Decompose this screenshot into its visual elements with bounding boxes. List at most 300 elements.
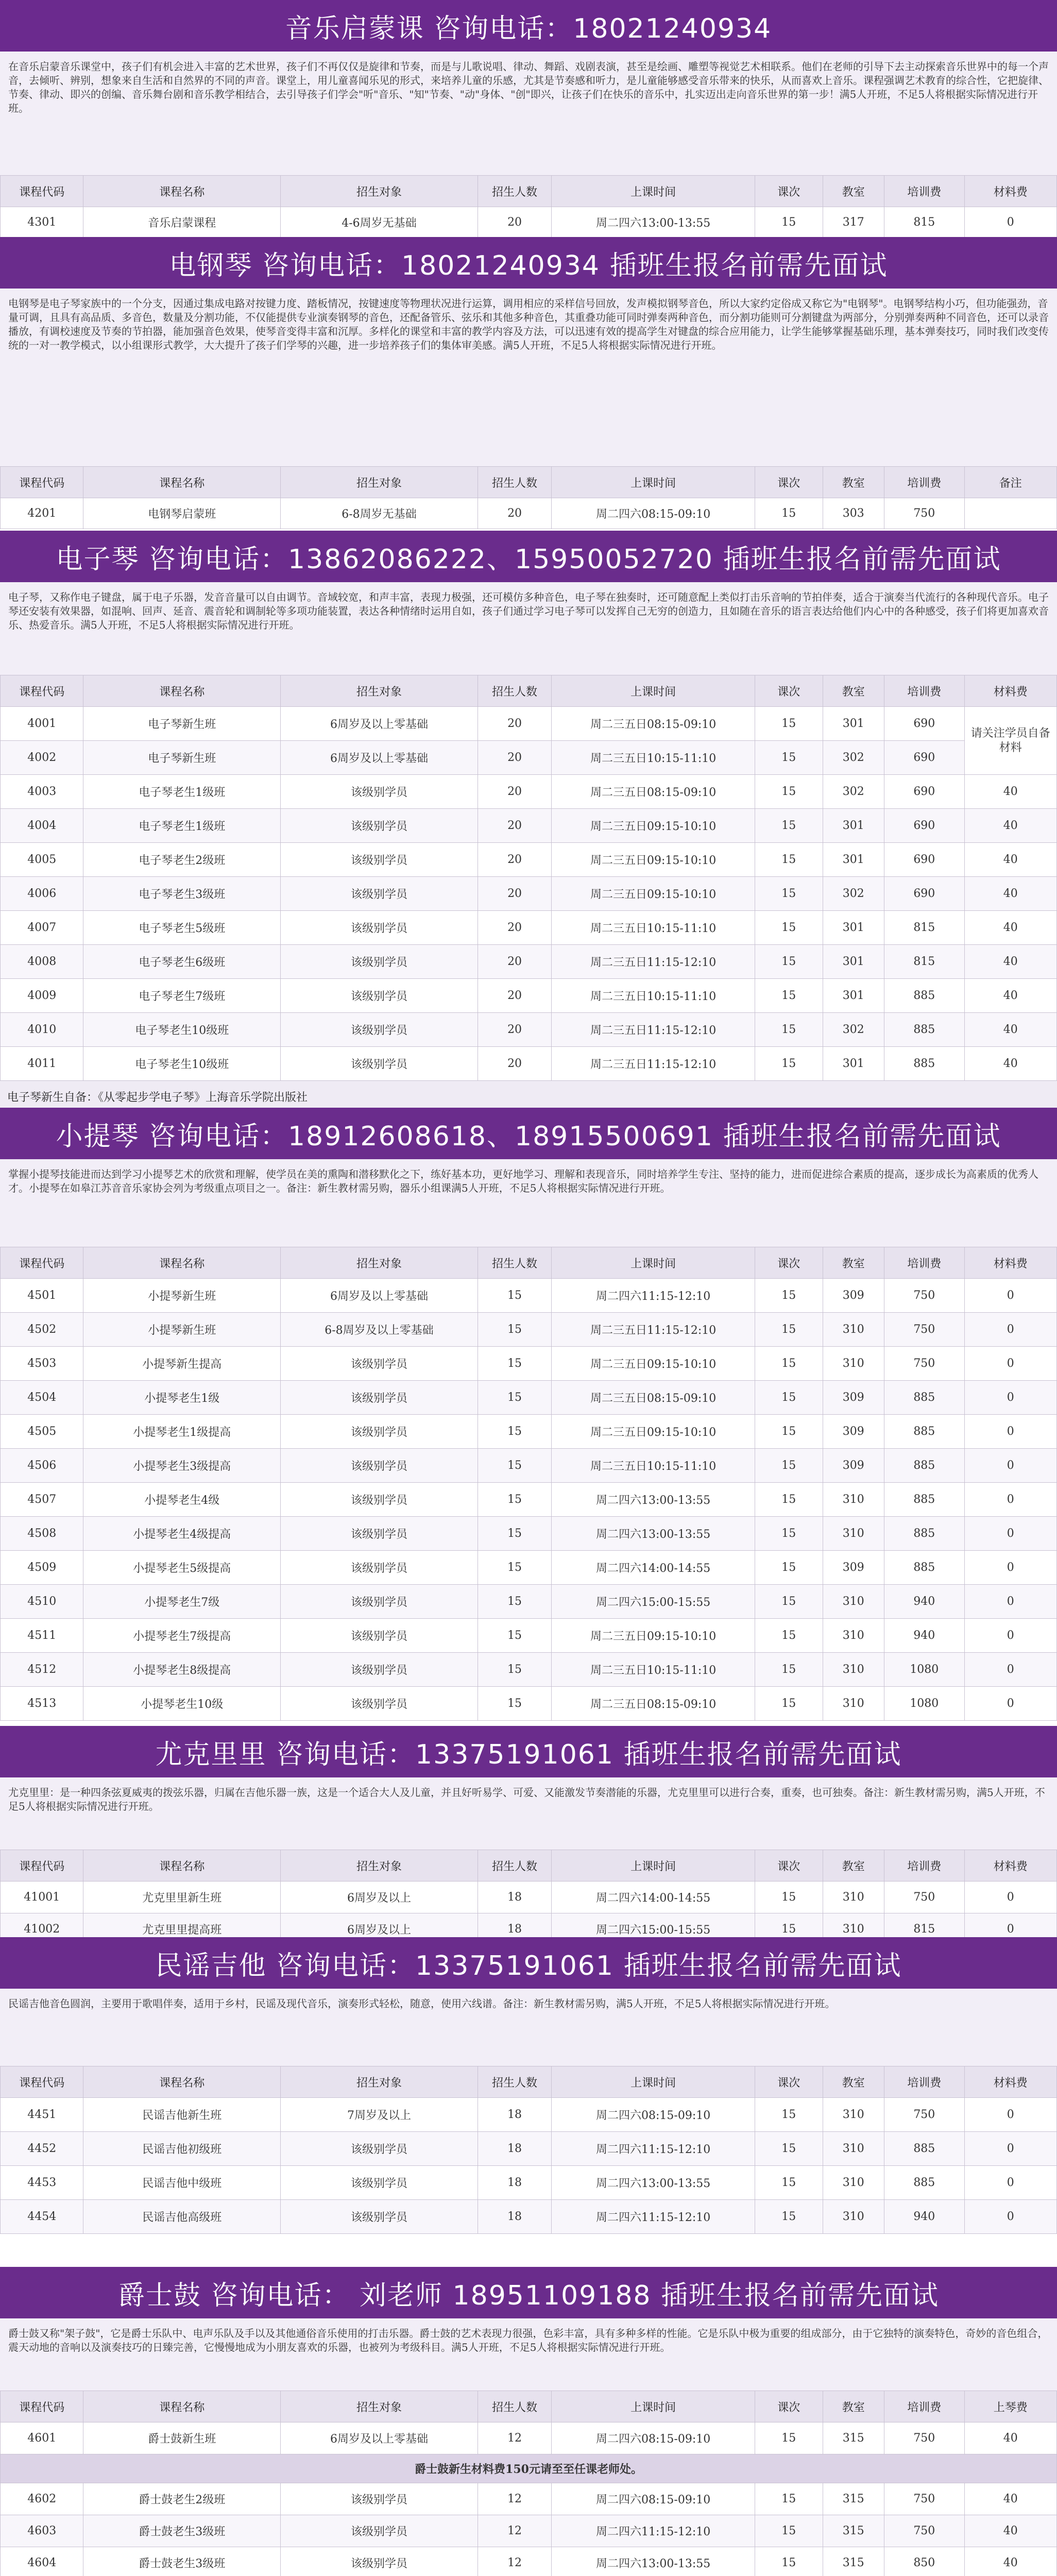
table-cell: 15 (755, 1913, 823, 1945)
table-cell: 0 (964, 207, 1056, 238)
table-cell: 4301 (1, 207, 83, 238)
table-cell: 周二三五日11:15-12:10 (552, 1313, 755, 1347)
table-cell: 周二四六13:00-13:55 (552, 2166, 755, 2200)
table-cell: 15 (755, 809, 823, 843)
table-cell: 690 (884, 775, 964, 809)
table-cell: 310 (823, 1347, 884, 1381)
table-cell: 12 (478, 2515, 552, 2547)
table-cell: 301 (823, 809, 884, 843)
table-cell: 15 (755, 207, 823, 238)
table-cell: 690 (884, 809, 964, 843)
table-cell: 15 (755, 1047, 823, 1081)
table-cell: 301 (823, 707, 884, 741)
table-row (1, 1381, 1057, 1415)
table-cell: 40 (964, 2422, 1056, 2454)
table-cell: 12 (478, 2547, 552, 2576)
table-cell: 0 (964, 1653, 1056, 1687)
table-cell: 750 (884, 498, 964, 529)
table-cell: 15 (755, 775, 823, 809)
table-cell: 15 (755, 1381, 823, 1415)
table-row (1, 2483, 1057, 2515)
table-cell: 40 (964, 979, 1056, 1013)
section-violin (0, 1108, 1057, 1721)
table-row (1, 207, 1057, 238)
table-cell: 周二四六14:00-14:55 (552, 1882, 755, 1913)
table-row (1, 1415, 1057, 1449)
table-cell: 6周岁及以上 (281, 1882, 478, 1913)
table-cell: 尤克里里新生班 (83, 1882, 281, 1913)
column-header: 上课时间 (552, 176, 755, 207)
table-cell: 885 (884, 1047, 964, 1081)
table-cell: 15 (755, 707, 823, 741)
table-cell: 885 (884, 1381, 964, 1415)
table-cell: 15 (478, 1653, 552, 1687)
table-cell: 310 (823, 1653, 884, 1687)
table-cell: 该级别学员 (281, 1381, 478, 1415)
table-row (1, 1551, 1057, 1585)
table-cell: 309 (823, 1279, 884, 1313)
table-cell: 885 (884, 1013, 964, 1047)
table-cell: 周二四六13:00-13:55 (552, 1483, 755, 1517)
section-enlightenment (0, 0, 1057, 238)
table-row (1, 741, 1057, 775)
column-header: 教室 (823, 2391, 884, 2422)
table-cell: 750 (884, 2422, 964, 2454)
column-header: 招生对象 (281, 467, 478, 498)
table-cell: 4510 (1, 1585, 83, 1619)
table-cell: 该级别学员 (281, 1687, 478, 1721)
column-header: 招生对象 (281, 2066, 478, 2098)
table-row (1, 2200, 1057, 2234)
table-cell: 4005 (1, 843, 83, 877)
table-row (1, 707, 1057, 741)
table-cell: 40 (964, 2515, 1056, 2547)
column-header: 上课时间 (552, 1247, 755, 1279)
table-row (1, 1517, 1057, 1551)
table-cell: 15 (755, 1013, 823, 1047)
table-cell: 940 (884, 2200, 964, 2234)
table-cell: 电子琴老生3级班 (83, 877, 281, 911)
table-cell: 4507 (1, 1483, 83, 1517)
table-cell: 4009 (1, 979, 83, 1013)
column-header: 招生人数 (478, 467, 552, 498)
table-cell: 周二四六08:15-09:10 (552, 2422, 755, 2454)
table-cell: 40 (964, 911, 1056, 945)
material-note: 请关注学员自备材料 (964, 707, 1056, 775)
course-table (0, 1850, 1057, 1945)
column-header: 课程名称 (83, 1247, 281, 1279)
column-header: 招生对象 (281, 675, 478, 707)
table-cell: 周二三五日10:15-11:10 (552, 1653, 755, 1687)
column-header: 备注 (964, 467, 1056, 498)
table-cell: 小提琴老生10级 (83, 1687, 281, 1721)
table-cell: 4001 (1, 707, 83, 741)
table-cell: 0 (964, 1585, 1056, 1619)
table-cell: 15 (755, 1551, 823, 1585)
table-cell: 周二三五日10:15-11:10 (552, 911, 755, 945)
table-cell: 15 (755, 843, 823, 877)
column-header: 材料费 (964, 1247, 1056, 1279)
table-cell: 小提琴老生7级 (83, 1585, 281, 1619)
table-cell: 周二三五日11:15-12:10 (552, 1013, 755, 1047)
section-title: 电子琴 咨询电话：13862086222、15950052720 插班生报名前需先面试 (0, 531, 1057, 582)
column-header: 课程名称 (83, 2066, 281, 2098)
column-header: 课程名称 (83, 1850, 281, 1882)
table-row (1, 1449, 1057, 1483)
table-cell: 309 (823, 1551, 884, 1585)
column-header: 教室 (823, 467, 884, 498)
table-cell: 40 (964, 877, 1056, 911)
column-header: 课次 (755, 176, 823, 207)
table-cell: 40 (964, 775, 1056, 809)
table-cell: 该级别学员 (281, 1517, 478, 1551)
table-row (1, 877, 1057, 911)
table-cell: 301 (823, 979, 884, 1013)
column-header: 课程代码 (1, 675, 83, 707)
table-cell: 周二四六13:00-13:55 (552, 1517, 755, 1551)
column-header: 招生人数 (478, 1850, 552, 1882)
table-cell: 315 (823, 2422, 884, 2454)
table-cell: 310 (823, 2132, 884, 2166)
table-cell: 315 (823, 2515, 884, 2547)
table-cell: 小提琴老生4级提高 (83, 1517, 281, 1551)
table-cell: 15 (755, 1619, 823, 1653)
table-cell: 小提琴新生班 (83, 1313, 281, 1347)
table-cell: 0 (964, 1882, 1056, 1913)
table-cell: 民谣吉他中级班 (83, 2166, 281, 2200)
table-cell: 15 (755, 1687, 823, 1721)
table-row (1, 1047, 1057, 1081)
table-cell: 885 (884, 2132, 964, 2166)
table-cell: 815 (884, 911, 964, 945)
table-cell: 302 (823, 775, 884, 809)
table-cell: 15 (755, 877, 823, 911)
table-cell: 4504 (1, 1381, 83, 1415)
column-header: 教室 (823, 675, 884, 707)
table-cell: 309 (823, 1381, 884, 1415)
table-cell: 该级别学员 (281, 877, 478, 911)
table-cell: 4-6周岁无基础 (281, 207, 478, 238)
column-header: 课程名称 (83, 2391, 281, 2422)
table-cell: 302 (823, 1013, 884, 1047)
banner-text: 爵士鼓新生材料费150元请至至任课老师处。 (1, 2454, 1057, 2483)
table-header-row (1, 1850, 1057, 1882)
table-cell: 4502 (1, 1313, 83, 1347)
table-cell: 315 (823, 2547, 884, 2576)
table-cell: 0 (964, 1551, 1056, 1585)
table-row (1, 1619, 1057, 1653)
table-cell: 15 (478, 1517, 552, 1551)
column-header: 上课时间 (552, 675, 755, 707)
section-title: 电钢琴 咨询电话：18021240934 插班生报名前需先面试 (0, 237, 1057, 289)
course-table (0, 466, 1057, 529)
table-cell: 周二四六13:00-13:55 (552, 2547, 755, 2576)
table-cell: 周二三五日09:15-10:10 (552, 809, 755, 843)
table-cell: 该级别学员 (281, 979, 478, 1013)
section-electric-piano (0, 237, 1057, 529)
table-cell: 0 (964, 1517, 1056, 1551)
table-cell: 18 (478, 1913, 552, 1945)
table-cell: 317 (823, 207, 884, 238)
table-cell: 15 (478, 1551, 552, 1585)
table-cell: 885 (884, 2166, 964, 2200)
table-cell: 309 (823, 1449, 884, 1483)
table-cell: 690 (884, 707, 964, 741)
table-cell: 750 (884, 1279, 964, 1313)
table-cell: 690 (884, 741, 964, 775)
table-cell: 41002 (1, 1913, 83, 1945)
column-header: 教室 (823, 1247, 884, 1279)
table-row (1, 1313, 1057, 1347)
section-title: 小提琴 咨询电话：18912608618、18915500691 插班生报名前需先面试 (0, 1108, 1057, 1159)
table-cell: 940 (884, 1585, 964, 1619)
table-cell: 310 (823, 1585, 884, 1619)
column-header: 招生人数 (478, 2391, 552, 2422)
table-cell: 15 (755, 1449, 823, 1483)
table-row (1, 1882, 1057, 1913)
table-cell: 302 (823, 741, 884, 775)
table-cell: 电子琴老生2级班 (83, 843, 281, 877)
column-header: 培训费 (884, 2066, 964, 2098)
table-cell: 15 (755, 1279, 823, 1313)
section-intro: 掌握小提琴技能进而达到学习小提琴艺术的欣赏和理解，使学员在美的熏陶和潜移默化之下，练好基本功，更好地学习、理解和表现音乐，同时培养学生专注、坚持的能力，进而促进综合素质的提高，逐步成长为高素质的优秀人才。小提琴在如皋江苏音音乐家协会列为考级重点项目之一。备注：新生教材需另购，器乐小组课满5人开班，不足5人将根据实际情况进行开班。 (0, 1159, 1057, 1247)
table-cell: 690 (884, 877, 964, 911)
table-cell: 周二三五日09:15-10:10 (552, 1619, 755, 1653)
table-cell: 310 (823, 2098, 884, 2132)
table-cell: 815 (884, 945, 964, 979)
table-cell: 850 (884, 2547, 964, 2576)
table-cell: 40 (964, 809, 1056, 843)
table-cell: 15 (755, 1415, 823, 1449)
table-cell: 15 (478, 1619, 552, 1653)
table-cell: 7周岁及以上 (281, 2098, 478, 2132)
column-header: 招生对象 (281, 176, 478, 207)
table-header-row (1, 1247, 1057, 1279)
table-cell: 6周岁及以上零基础 (281, 741, 478, 775)
table-cell: 301 (823, 843, 884, 877)
column-header: 课程名称 (83, 176, 281, 207)
column-header: 培训费 (884, 675, 964, 707)
table-row (1, 911, 1057, 945)
table-cell: 750 (884, 2483, 964, 2515)
table-cell: 6周岁及以上零基础 (281, 2422, 478, 2454)
table-row (1, 498, 1057, 529)
table-cell: 15 (478, 1687, 552, 1721)
table-cell: 18 (478, 2200, 552, 2234)
table-cell: 750 (884, 1347, 964, 1381)
table-cell: 6-8周岁无基础 (281, 498, 478, 529)
table-cell: 电子琴老生10级班 (83, 1047, 281, 1081)
table-cell: 15 (478, 1313, 552, 1347)
table-cell: 309 (823, 1415, 884, 1449)
table-row (1, 2547, 1057, 2576)
table-cell: 15 (755, 911, 823, 945)
table-header-row (1, 675, 1057, 707)
table-header-row (1, 467, 1057, 498)
table-cell: 6周岁及以上零基础 (281, 1279, 478, 1313)
table-cell: 该级别学员 (281, 911, 478, 945)
table-cell: 20 (478, 707, 552, 741)
table-cell: 6周岁及以上零基础 (281, 707, 478, 741)
table-row (1, 775, 1057, 809)
section-intro: 民谣吉他音色圆润，主要用于歌唱伴奏，适用于乡村，民谣及现代音乐，演奏形式轻松，随意，使用六线谱。备注：新生教材需另购，满5人开班，不足5人将根据实际情况进行开班。 (0, 1989, 1057, 2066)
table-cell: 电子琴老生1级班 (83, 809, 281, 843)
table-cell: 该级别学员 (281, 1551, 478, 1585)
table-cell: 4201 (1, 498, 83, 529)
table-cell: 1080 (884, 1653, 964, 1687)
keyboard-material-note: 电子琴新生自备：《从零起步学电子琴》上海音乐学院出版社 (0, 1081, 1057, 1112)
column-header: 材料费 (964, 675, 1056, 707)
table-cell: 20 (478, 843, 552, 877)
table-cell: 电子琴老生7级班 (83, 979, 281, 1013)
section-title: 爵士鼓 咨询电话： 刘老师 18951109188 插班生报名前需先面试 (0, 2267, 1057, 2318)
column-header: 课程代码 (1, 1247, 83, 1279)
table-cell: 20 (478, 979, 552, 1013)
table-cell: 该级别学员 (281, 2132, 478, 2166)
column-header: 上琴费 (964, 2391, 1056, 2422)
table-cell: 周二三五日09:15-10:10 (552, 1415, 755, 1449)
table-cell: 周二三五日11:15-12:10 (552, 945, 755, 979)
table-cell: 40 (964, 843, 1056, 877)
table-cell: 0 (964, 1483, 1056, 1517)
table-cell: 周二三五日10:15-11:10 (552, 979, 755, 1013)
table-cell: 4503 (1, 1347, 83, 1381)
table-cell: 该级别学员 (281, 809, 478, 843)
table-cell: 该级别学员 (281, 775, 478, 809)
table-cell: 815 (884, 207, 964, 238)
table-cell: 310 (823, 1517, 884, 1551)
table-cell: 小提琴新生提高 (83, 1347, 281, 1381)
column-header: 课程代码 (1, 467, 83, 498)
table-cell: 4508 (1, 1517, 83, 1551)
table-cell: 4006 (1, 877, 83, 911)
table-cell: 4008 (1, 945, 83, 979)
table-cell: 爵士鼓老生3级班 (83, 2515, 281, 2547)
table-cell: 18 (478, 1882, 552, 1913)
table-cell: 该级别学员 (281, 945, 478, 979)
table-cell: 0 (964, 1279, 1056, 1313)
table-cell: 40 (964, 1047, 1056, 1081)
column-header: 课程名称 (83, 675, 281, 707)
table-row (1, 2166, 1057, 2200)
table-cell: 6周岁及以上 (281, 1913, 478, 1945)
table-cell: 周二三五日09:15-10:10 (552, 1347, 755, 1381)
table-cell: 18 (478, 2166, 552, 2200)
table-cell: 885 (884, 1483, 964, 1517)
table-cell: 1080 (884, 1687, 964, 1721)
column-header: 课次 (755, 467, 823, 498)
table-cell: 0 (964, 2132, 1056, 2166)
table-cell: 15 (755, 1347, 823, 1381)
table-cell: 15 (755, 2132, 823, 2166)
table-cell: 周二三五日10:15-11:10 (552, 741, 755, 775)
column-header: 培训费 (884, 176, 964, 207)
table-cell: 15 (478, 1585, 552, 1619)
table-cell: 该级别学员 (281, 843, 478, 877)
course-table (0, 175, 1057, 238)
table-cell: 4501 (1, 1279, 83, 1313)
table-cell: 爵士鼓老生3级班 (83, 2547, 281, 2576)
table-row (1, 1483, 1057, 1517)
table-cell: 电钢琴启蒙班 (83, 498, 281, 529)
table-cell: 15 (755, 2200, 823, 2234)
table-cell: 6-8周岁及以上零基础 (281, 1313, 478, 1347)
section-intro: 爵士鼓又称"架子鼓"，它是爵士乐队中、电声乐队及手以及其他通俗音乐使用的打击乐器。爵士鼓的艺术表现力很强，色彩丰富，具有多种多样的性能。它是乐队中极为重要的组成部分，由于它独特的演奏特色，奇妙的音色组合，震天动地的音响以及演奏技巧的日臻完善，它慢慢地成为小朋友喜欢的乐器，也被列为考级科目。满5人开班，不足5人将根据实际情况进行开班。 (0, 2318, 1057, 2391)
table-cell: 310 (823, 1483, 884, 1517)
table-row (1, 809, 1057, 843)
column-header: 培训费 (884, 2391, 964, 2422)
section-intro: 电钢琴是电子琴家族中的一个分支，因通过集成电路对按键力度、踏板情况，按键速度等物理状况进行运算，调用相应的采样信号回放，发声模拟钢琴音色，所以大家约定俗成又称它为"电钢琴"。电钢琴结构小巧，但功能强劲，音量可调，且具有高品质、多音色，数量及分割功能，不仅能提供专业演奏钢琴的音色，还配备管乐、弦乐和其他多种音色，其重叠功能可同时弹奏两种音色，而分割功能则可分割键盘为两部分，分别弹奏两种不同音色，还可以录音播放，有调校速度及节奏的节拍器，能加强音色效果，使琴音变得丰富和沉厚。多样化的课堂和丰富的教学内容及方法，可以迅速有效的提高学生对键盘的综合应用能力，让学生能够掌握基础乐理，基本弹奏技巧，同时我们改变传统的一对一教学模式，以小组课形式教学，大大提升了孩子们学琴的兴趣，进一步培养孩子们的集体审美感。满5人开班，不足5人将根据实际情况进行开班。 (0, 289, 1057, 466)
table-row (1, 1013, 1057, 1047)
table-cell: 4511 (1, 1619, 83, 1653)
table-row (1, 1279, 1057, 1313)
table-cell: 750 (884, 1882, 964, 1913)
table-cell: 15 (755, 979, 823, 1013)
table-cell: 4604 (1, 2547, 83, 2576)
table-cell: 民谣吉他新生班 (83, 2098, 281, 2132)
table-cell: 15 (755, 741, 823, 775)
table-cell: 周二三五日09:15-10:10 (552, 877, 755, 911)
table-cell: 303 (823, 498, 884, 529)
table-cell: 15 (755, 1483, 823, 1517)
section-keyboard (0, 531, 1057, 1112)
table-cell: 尤克里里提高班 (83, 1913, 281, 1945)
table-cell: 4509 (1, 1551, 83, 1585)
column-header: 培训费 (884, 1850, 964, 1882)
table-row (1, 1653, 1057, 1687)
table-cell: 周二四六15:00-15:55 (552, 1585, 755, 1619)
table-cell: 该级别学员 (281, 1347, 478, 1381)
column-header: 培训费 (884, 467, 964, 498)
column-header: 培训费 (884, 1247, 964, 1279)
column-header: 上课时间 (552, 467, 755, 498)
table-cell: 电子琴老生10级班 (83, 1013, 281, 1047)
table-cell: 该级别学员 (281, 1013, 478, 1047)
table-cell: 4010 (1, 1013, 83, 1047)
column-header: 课次 (755, 1247, 823, 1279)
table-cell: 音乐启蒙课程 (83, 207, 281, 238)
column-header: 课次 (755, 675, 823, 707)
table-cell: 周二四六08:15-09:10 (552, 2483, 755, 2515)
column-header: 招生人数 (478, 2066, 552, 2098)
table-cell: 302 (823, 877, 884, 911)
course-table (0, 2391, 1057, 2576)
table-cell: 电子琴老生5级班 (83, 911, 281, 945)
table-cell: 0 (964, 2166, 1056, 2200)
section-intro: 尤克里里：是一种四条弦夏威夷的拨弦乐器，归属在吉他乐器一族，这是一个适合大人及儿童，并且好听易学、可爱、又能激发节奏潜能的乐器，尤克里里可以进行合奏，重奏，也可独奏。备注：新生教材需另购，满5人开班，不足5人将根据实际情况进行开班。 (0, 1777, 1057, 1850)
table-cell: 周二三五日10:15-11:10 (552, 1449, 755, 1483)
table-cell: 4601 (1, 2422, 83, 2454)
table-cell: 20 (478, 1013, 552, 1047)
table-cell: 885 (884, 1415, 964, 1449)
table-cell: 885 (884, 1449, 964, 1483)
table-cell: 4011 (1, 1047, 83, 1081)
table-cell: 小提琴老生3级提高 (83, 1449, 281, 1483)
section-jazz-drum (0, 2267, 1057, 2576)
column-header: 材料费 (964, 176, 1056, 207)
table-cell: 周二四六08:15-09:10 (552, 498, 755, 529)
table-row (1, 2422, 1057, 2454)
table-cell: 310 (823, 1687, 884, 1721)
table-cell: 该级别学员 (281, 2483, 478, 2515)
table-row (1, 945, 1057, 979)
table-cell: 12 (478, 2422, 552, 2454)
table-cell: 该级别学员 (281, 1449, 478, 1483)
table-cell: 爵士鼓新生班 (83, 2422, 281, 2454)
course-table (0, 2066, 1057, 2234)
table-cell: 20 (478, 1047, 552, 1081)
table-cell: 4513 (1, 1687, 83, 1721)
